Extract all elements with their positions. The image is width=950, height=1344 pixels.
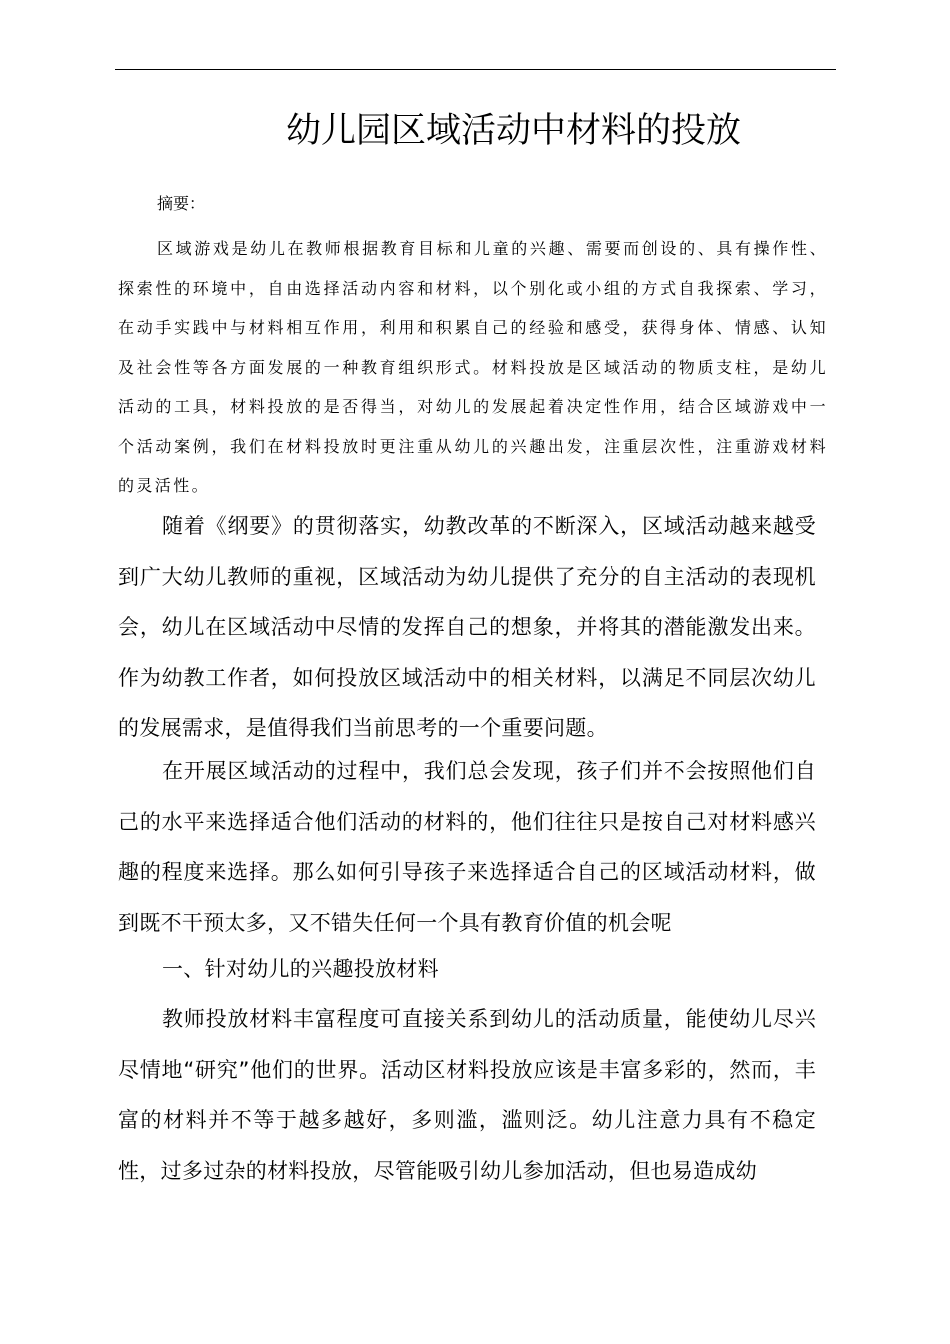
section-heading: 一、针对幼儿的兴趣投放材料 [162, 957, 439, 981]
document-title: 幼儿园区域活动中材料的投放 [285, 111, 741, 151]
abstract-label: 摘要： [157, 194, 206, 213]
body-paragraph: 随着《纲要》的贯彻落实，幼教改革的不断深入，区域活动越来越受到广大幼儿教师的重视，区域活动为幼儿提供了充分的自主活动的表现机会，幼儿在区域活动中尽情的发挥自己的想象，并将其的潜能激发出来。作为幼教工作者，如何投放区域活动中的相关材料，以满足不同层次幼儿的发展需求，是值得我们当前思考的一个重要问题。 [118, 514, 816, 740]
header-rule [115, 69, 836, 70]
body-paragraph: 在开展区域活动的过程中，我们总会发现，孩子们并不会按照他们自己的水平来选择适合他们活动的材料的，他们往往只是按自己对材料感兴趣的程度来选择。那么如何引导孩子来选择适合自己的区域活动材料，做到既不干预太多，又不错失任何一个具有教育价值的机会呢 [118, 759, 816, 935]
abstract-text: 区域游戏是幼儿在教师根据教育目标和儿童的兴趣、需要而创设的、具有操作性、探索性的环境中，自由选择活动内容和材料，以个别化或小组的方式自我探索、学习，在动手实践中与材料相互作用，利用和积累自己的经验和感受，获得身体、情感、认知及社会性等各方面发展的一种教育组织形式。材料投放是区域活动的物质支柱，是幼儿活动的工具，材料投放的是否得当，对幼儿的发展起着决定性作用，结合区域游戏中一个活动案例，我们在材料投放时更注重从幼儿的兴趣出发，注重层次性，注重游戏材料的灵活性。 [118, 239, 828, 495]
body-paragraph: 教师投放材料丰富程度可直接关系到幼儿的活动质量，能使幼儿尽兴尽情地“研究”他们的世界。活动区材料投放应该是丰富多彩的，然而，丰富的材料并不等于越多越好，多则滥，滥则泛。幼儿注意力具有不稳定性，过多过杂的材料投放，尽管能吸引幼儿参加活动，但也易造成幼 [118, 1007, 816, 1183]
